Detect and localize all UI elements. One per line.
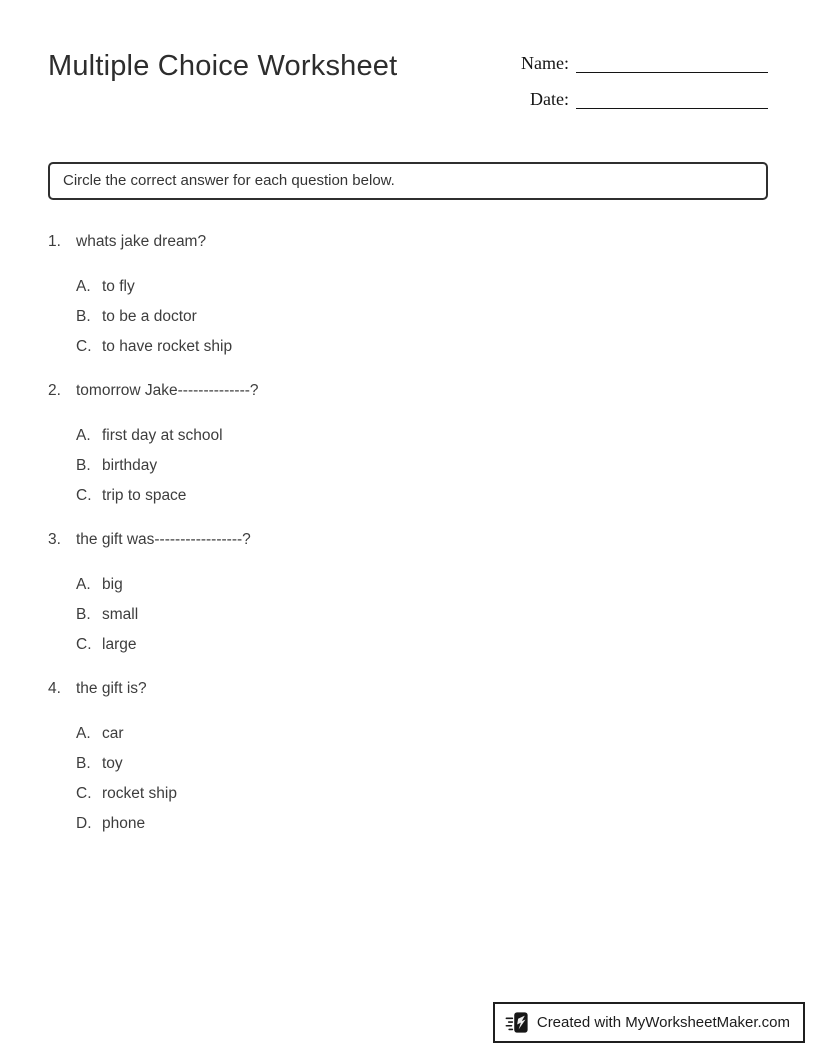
option-letter: B. — [76, 457, 91, 474]
answer-option — [76, 302, 816, 332]
instructions-box — [48, 162, 768, 200]
question-4 — [0, 679, 816, 839]
option-letter: B. — [76, 606, 91, 623]
option-letter: C. — [76, 636, 92, 653]
option-letter: C. — [76, 785, 92, 802]
worksheet-maker-logo-icon — [505, 1010, 529, 1035]
option-text: phone — [102, 815, 146, 832]
question-text: the gift was-----------------? — [76, 531, 251, 548]
option-letter: A. — [76, 576, 91, 593]
option-text: small — [102, 606, 139, 623]
answer-option — [76, 600, 816, 630]
answer-option — [76, 809, 816, 839]
date-label: Date: — [530, 89, 569, 109]
question-number: 1. — [48, 233, 61, 250]
question-line — [48, 679, 816, 698]
option-text: car — [102, 725, 124, 742]
answer-option — [76, 749, 816, 779]
questions-list — [0, 232, 816, 839]
name-label: Name: — [521, 53, 569, 73]
option-text: large — [102, 636, 137, 653]
answer-option — [76, 332, 816, 362]
answer-option — [76, 481, 816, 511]
header — [0, 0, 816, 124]
option-letter: A. — [76, 427, 91, 444]
date-field — [521, 88, 768, 109]
question-2 — [0, 381, 816, 511]
option-letter: B. — [76, 308, 91, 325]
option-text: to have rocket ship — [102, 338, 233, 355]
answer-option — [76, 451, 816, 481]
answer-option — [76, 272, 816, 302]
created-with-text: Created with MyWorksheetMaker.com — [536, 1014, 790, 1031]
question-line — [48, 232, 816, 251]
option-text: rocket ship — [102, 785, 177, 802]
option-letter: A. — [76, 725, 91, 742]
answer-option — [76, 779, 816, 809]
question-1 — [0, 232, 816, 362]
question-line — [48, 530, 816, 549]
answer-option — [76, 719, 816, 749]
created-with-badge — [493, 1002, 805, 1043]
question-line — [48, 381, 816, 400]
option-letter: C. — [76, 487, 92, 504]
option-text: first day at school — [102, 427, 223, 444]
option-text: to fly — [102, 278, 135, 295]
option-letter: A. — [76, 278, 91, 295]
option-letter: C. — [76, 338, 92, 355]
question-number: 3. — [48, 531, 61, 548]
option-text: big — [102, 576, 123, 593]
option-text: birthday — [102, 457, 158, 474]
answer-option — [76, 570, 816, 600]
option-text: trip to space — [102, 487, 187, 504]
question-number: 2. — [48, 382, 61, 399]
option-letter: B. — [76, 755, 91, 772]
answer-option — [76, 630, 816, 660]
name-date-block — [521, 52, 768, 124]
question-text: tomorrow Jake--------------? — [76, 382, 259, 399]
option-text: toy — [102, 755, 123, 772]
answer-option — [76, 421, 816, 451]
name-blank-line — [576, 52, 768, 73]
instructions-text: Circle the correct answer for each question below. — [63, 172, 395, 189]
question-text: whats jake dream? — [76, 233, 207, 250]
page-title: Multiple Choice Worksheet — [48, 50, 398, 82]
question-number: 4. — [48, 680, 61, 697]
option-letter: D. — [76, 815, 92, 832]
option-text: to be a doctor — [102, 308, 197, 325]
question-text: the gift is? — [76, 680, 147, 697]
date-blank-line — [576, 88, 768, 109]
question-3 — [0, 530, 816, 660]
name-field — [521, 52, 768, 73]
